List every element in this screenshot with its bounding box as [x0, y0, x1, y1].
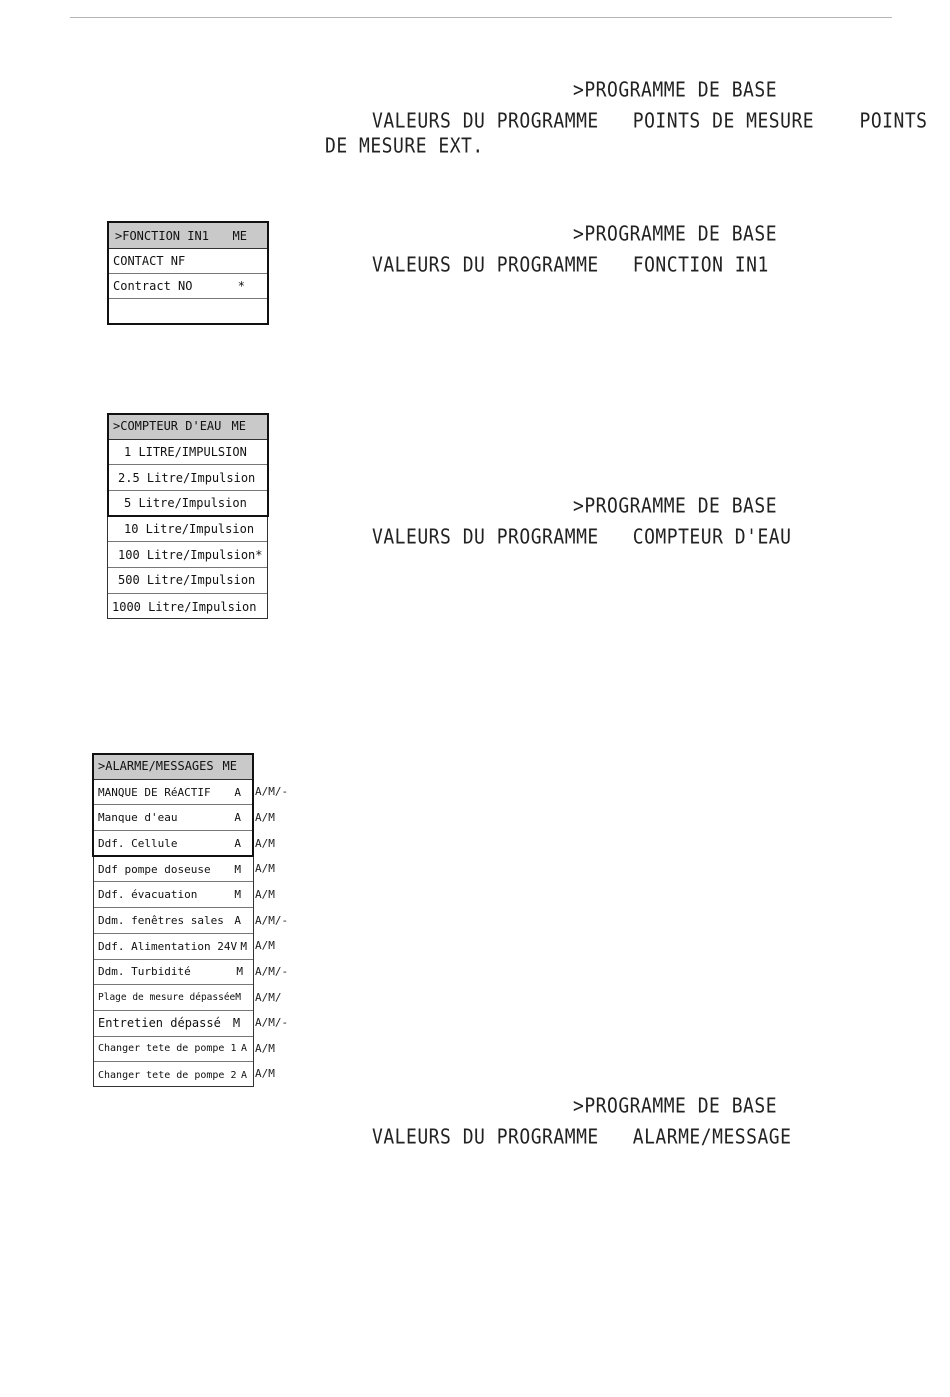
alarme-item[interactable] [94, 831, 253, 857]
alarme-item[interactable] [94, 985, 253, 1011]
fonction-option-label: Contract NO [113, 279, 193, 293]
alarme-option-flags: A/M/- [255, 785, 289, 798]
path-fonction: VALEURS DU PROGRAMME FONCTION IN1 [372, 253, 769, 278]
alarme-item[interactable] [94, 857, 253, 883]
compteur-menu-code: ME [231, 419, 246, 434]
compteur-option-label: 10 Litre/Impulsion [124, 522, 255, 537]
alarme-option-flags: A/M [255, 888, 275, 901]
alarme-option-flags: A/M [255, 811, 275, 824]
alarme-item-mode: A [234, 785, 241, 799]
alarme-item-label: Ddm. fenêtres sales [98, 913, 224, 927]
alarme-option-flags: A/M [255, 862, 275, 875]
alarme-item-mode: M [236, 965, 243, 979]
alarme-option-flags: A/M/ [255, 991, 282, 1004]
alarme-item[interactable] [94, 960, 253, 986]
alarme-item-label: Changer tete de pompe 1 [98, 1043, 237, 1055]
fonction-option-label: CONTACT NF [113, 254, 186, 268]
path-points-line2: DE MESURE EXT. [325, 134, 484, 159]
breadcrumb-compteur: >PROGRAMME DE BASE [573, 494, 778, 519]
alarme-item[interactable] [94, 805, 253, 831]
breadcrumb-points: >PROGRAMME DE BASE [573, 78, 778, 103]
alarme-item-mode: M [240, 939, 247, 953]
compteur-option[interactable] [108, 594, 267, 620]
selected-mark: * [255, 547, 263, 562]
alarme-item[interactable] [94, 1062, 253, 1088]
compteur-option-label: 1000 Litre/Impulsion [112, 599, 257, 614]
alarme-item-label: Ddf. évacuation [98, 888, 198, 902]
fonction-option[interactable] [109, 249, 267, 274]
compteur-menu-title: >COMPTEUR D'EAU [113, 419, 222, 434]
alarme-menu-title: >ALARME/MESSAGES [98, 759, 214, 774]
alarme-item-label: Manque d'eau [98, 811, 178, 825]
compteur-option[interactable] [108, 491, 267, 517]
compteur-menu [107, 413, 268, 619]
alarme-menu-header [94, 754, 253, 780]
alarme-option-flags: A/M [255, 939, 275, 952]
alarme-item-label: Entretien dépassé [98, 1016, 221, 1031]
path-points-line1: VALEURS DU PROGRAMME POINTS DE MESURE POINTS [372, 109, 928, 134]
alarme-item-mode: A [240, 1069, 247, 1081]
alarme-item-mode: M [232, 1016, 241, 1031]
alarme-item-mode: A [234, 836, 241, 850]
alarme-item-label: Ddf pompe doseuse [98, 862, 211, 876]
alarme-menu-code: ME [222, 759, 237, 774]
alarme-option-flags: A/M [255, 1042, 275, 1055]
fonction-option[interactable] [109, 274, 267, 299]
alarme-option-flags: A/M/- [255, 914, 289, 927]
compteur-option[interactable] [108, 440, 267, 466]
compteur-option[interactable] [108, 542, 267, 568]
alarme-item[interactable] [94, 934, 253, 960]
alarme-item-label: Ddf. Alimentation 24V [98, 939, 238, 953]
alarme-option-flags: A/M/- [255, 965, 289, 978]
alarme-item-mode: A [234, 811, 241, 825]
compteur-menu-header [108, 414, 267, 440]
fonction-menu [107, 221, 269, 325]
compteur-option[interactable] [108, 568, 267, 594]
breadcrumb-fonction: >PROGRAMME DE BASE [573, 222, 778, 247]
alarme-item-label: Plage de mesure dépasséeM [98, 992, 241, 1004]
alarme-item-mode: A [234, 913, 241, 927]
fonction-menu-code: ME [232, 228, 247, 243]
fonction-option[interactable] [109, 299, 267, 323]
fonction-menu-header [109, 223, 267, 249]
compteur-option[interactable] [108, 517, 267, 543]
alarme-option-flags: A/M/- [255, 1016, 289, 1029]
compteur-option-label: 100 Litre/Impulsion [118, 547, 256, 562]
compteur-option-label: 2.5 Litre/Impulsion [118, 470, 256, 485]
selected-mark: * [237, 279, 245, 293]
alarme-item-label: Ddf. Cellule [98, 836, 178, 850]
top-rule [70, 17, 892, 18]
fonction-menu-title: >FONCTION IN1 [115, 228, 209, 243]
alarme-item-label: Changer tete de pompe 2 [98, 1069, 237, 1081]
path-compteur: VALEURS DU PROGRAMME COMPTEUR D'EAU [372, 525, 792, 550]
compteur-option-label: 1 LITRE/IMPULSION [124, 445, 247, 460]
alarme-item[interactable] [94, 1011, 253, 1037]
compteur-option-label: 500 Litre/Impulsion [118, 573, 256, 588]
alarme-item[interactable] [94, 1037, 253, 1063]
alarme-menu [93, 753, 254, 1087]
alarme-item-mode: M [234, 862, 241, 876]
alarme-item-label: Ddm. Turbidité [98, 965, 191, 979]
alarme-item[interactable] [94, 882, 253, 908]
path-alarme: VALEURS DU PROGRAMME ALARME/MESSAGE [372, 1125, 792, 1150]
alarme-option-flags: A/M [255, 1067, 275, 1080]
breadcrumb-alarme: >PROGRAMME DE BASE [573, 1094, 778, 1119]
alarme-item-mode: A [240, 1043, 247, 1055]
alarme-item[interactable] [94, 908, 253, 934]
alarme-item-label: MANQUE DE RéACTIF [98, 785, 211, 799]
alarme-option-flags: A/M [255, 837, 275, 850]
alarme-item-mode: M [234, 888, 241, 902]
alarme-item[interactable] [94, 780, 253, 806]
compteur-option[interactable] [108, 465, 267, 491]
compteur-option-label: 5 Litre/Impulsion [124, 496, 247, 511]
